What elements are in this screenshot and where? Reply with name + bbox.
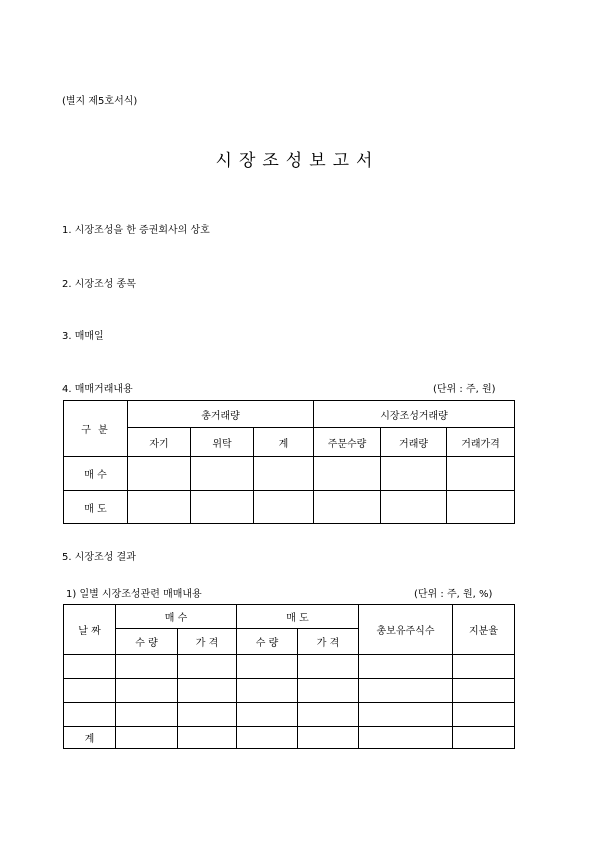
section-4-heading: 4. 매매거래내용	[62, 384, 133, 395]
table-cell[interactable]	[237, 679, 298, 703]
table-cell[interactable]	[128, 491, 191, 524]
table-cell[interactable]	[178, 655, 237, 679]
row-buy-label: 매 수	[64, 457, 128, 491]
table-cell[interactable]	[447, 491, 515, 524]
table-cell[interactable]	[381, 457, 447, 491]
table-row	[64, 727, 515, 749]
col-trade-volume: 거래량	[381, 428, 447, 457]
table-cell[interactable]	[314, 491, 381, 524]
sell-price-header: 가 격	[298, 629, 359, 655]
table-cell[interactable]	[453, 703, 515, 727]
section-5-1-unit: (단위 : 주, 원, %)	[414, 589, 493, 600]
table-cell[interactable]	[178, 727, 237, 749]
table-cell[interactable]	[254, 491, 314, 524]
buy-price-header: 가 격	[178, 629, 237, 655]
document-title: 시장조성보고서	[215, 151, 380, 171]
table-row	[64, 457, 515, 491]
table-cell[interactable]	[64, 679, 116, 703]
table-cell[interactable]	[453, 727, 515, 749]
table-cell[interactable]	[191, 457, 254, 491]
row-sell-label: 매 도	[64, 491, 128, 524]
table-cell[interactable]	[359, 679, 453, 703]
section-3-heading: 3. 매매일	[62, 331, 104, 342]
total-volume-header: 총거래량	[128, 401, 314, 428]
table-cell[interactable]	[178, 679, 237, 703]
table-cell[interactable]	[64, 703, 116, 727]
section-5-heading: 5. 시장조성 결과	[62, 552, 136, 563]
section-4-unit: (단위 : 주, 원)	[433, 384, 496, 395]
form-label: (별지 제5호서식)	[62, 96, 138, 107]
table-cell[interactable]	[298, 679, 359, 703]
col-consignment: 위탁	[191, 428, 254, 457]
col-order-qty: 주문수량	[314, 428, 381, 457]
table-cell[interactable]	[128, 457, 191, 491]
col-subtotal: 계	[254, 428, 314, 457]
section-1-heading: 1. 시장조성을 한 증권회사의 상호	[62, 225, 210, 236]
table-cell[interactable]	[381, 491, 447, 524]
table-cell[interactable]	[237, 703, 298, 727]
buy-header: 매 수	[116, 605, 237, 629]
sell-header: 매 도	[237, 605, 359, 629]
table-cell[interactable]	[116, 679, 178, 703]
total-holdings-header: 총보유주식수	[359, 605, 453, 655]
table-cell[interactable]	[191, 491, 254, 524]
date-header: 날 짜	[64, 605, 116, 655]
table-cell[interactable]	[359, 655, 453, 679]
table-cell[interactable]	[298, 655, 359, 679]
table-cell[interactable]	[447, 457, 515, 491]
table-cell[interactable]	[298, 727, 359, 749]
section-2-heading: 2. 시장조성 종목	[62, 279, 136, 290]
total-row-label: 계	[64, 727, 116, 749]
table-cell[interactable]	[453, 679, 515, 703]
table-cell[interactable]	[359, 727, 453, 749]
table-row	[64, 679, 515, 703]
col-proprietary: 자기	[128, 428, 191, 457]
col-trade-price: 거래가격	[447, 428, 515, 457]
table-row	[64, 703, 515, 727]
table-cell[interactable]	[237, 727, 298, 749]
trade-details-table	[63, 400, 515, 524]
table-cell[interactable]	[116, 703, 178, 727]
table-cell[interactable]	[237, 655, 298, 679]
stabilization-volume-header: 시장조성거래량	[314, 401, 515, 428]
table-cell[interactable]	[254, 457, 314, 491]
table-row	[64, 491, 515, 524]
daily-trade-table	[63, 604, 515, 749]
table-cell[interactable]	[178, 703, 237, 727]
table-row	[64, 655, 515, 679]
table-cell[interactable]	[298, 703, 359, 727]
table-cell[interactable]	[116, 655, 178, 679]
category-header: 구 분	[64, 401, 128, 457]
share-ratio-header: 지분율	[453, 605, 515, 655]
table-cell[interactable]	[359, 703, 453, 727]
table-cell[interactable]	[116, 727, 178, 749]
table-cell[interactable]	[64, 655, 116, 679]
sell-quantity-header: 수 량	[237, 629, 298, 655]
table-cell[interactable]	[453, 655, 515, 679]
section-5-1-heading: 1) 일별 시장조성관련 매매내용	[66, 589, 202, 600]
buy-quantity-header: 수 량	[116, 629, 178, 655]
table-cell[interactable]	[314, 457, 381, 491]
